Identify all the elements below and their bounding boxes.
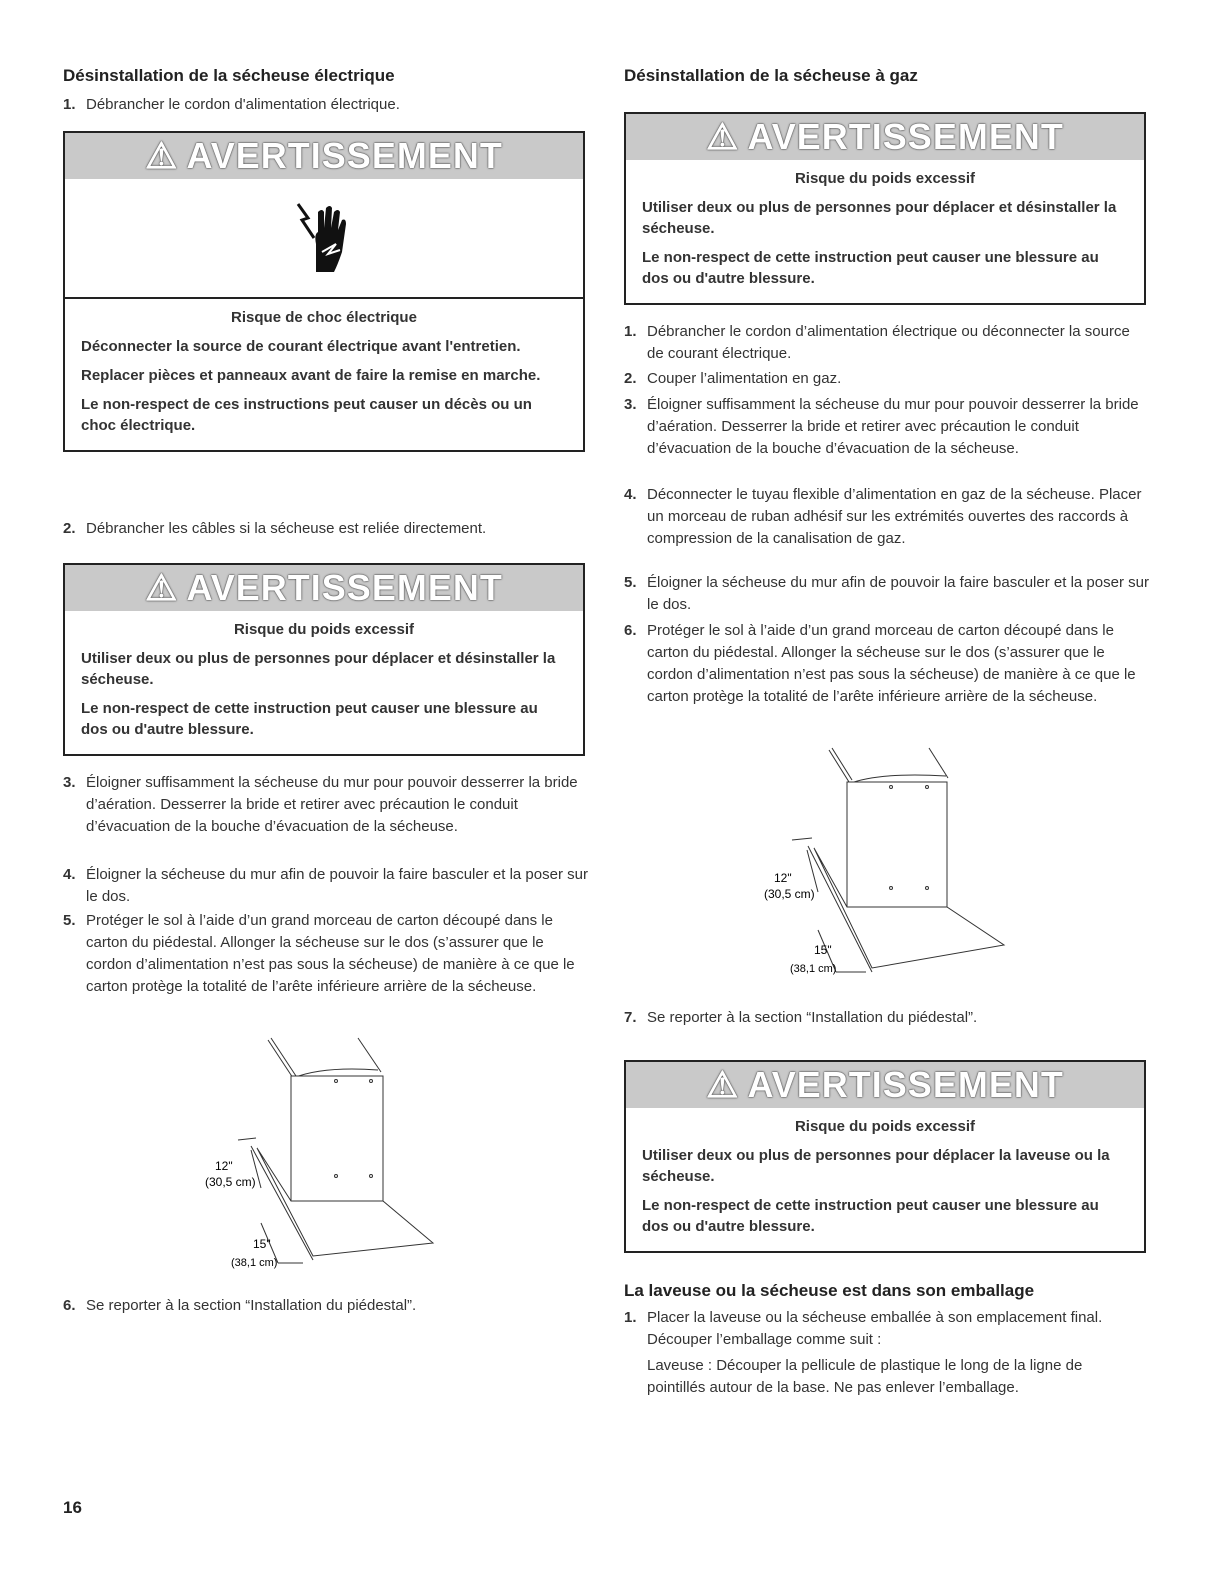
- step-text: Débrancher le cordon d'alimentation électrique.: [86, 96, 400, 113]
- step-text: Éloigner la sécheuse du mur afin de pouvoir la faire basculer et la poser sur le dos.: [647, 574, 1149, 613]
- step-7: [624, 1007, 1149, 1029]
- warning-body: [65, 611, 583, 754]
- warning-title: AVERTISSEMENT: [747, 116, 1064, 157]
- shock-icon-area: [65, 179, 583, 299]
- step-5: [63, 910, 593, 998]
- warning-header: [65, 133, 583, 179]
- dimension-label: 12": [215, 1159, 233, 1173]
- step-6: [63, 1295, 593, 1317]
- warning-line-2: Replacer pièces et panneaux avant de faire la remise en marche.: [81, 367, 541, 384]
- warning-line-2: Le non-respect de cette instruction peut causer une blessure au dos ou d'autre blessure.: [81, 700, 538, 738]
- warning-line-1: Utiliser deux ou plus de personnes pour déplacer la laveuse ou la sécheuse.: [642, 1147, 1110, 1185]
- washer-instruction: Laveuse : Découper la pellicule de plastique le long de la ligne de pointillés autour de la base. Ne pas enlever l’emballage.: [647, 1357, 1083, 1396]
- step-2: [63, 518, 593, 540]
- warning-box-weight-washer: [624, 1060, 1146, 1253]
- step-text: Débrancher les câbles si la sécheuse est reliée directement.: [86, 520, 487, 537]
- step-text: Débrancher le cordon d’alimentation électrique ou déconnecter la source de courant électrique.: [647, 323, 1130, 362]
- gas-dryer-heading: Désinstallation de la sécheuse à gaz: [624, 66, 918, 85]
- step-text: Déconnecter le tuyau flexible d’alimentation en gaz de la sécheuse. Placer un morceau de ruban adhésif sur les extrémités ouvertes des raccords à compression de la canalisation de gaz.: [647, 486, 1142, 547]
- warning-line-1: Utiliser deux ou plus de personnes pour déplacer et désinstaller la sécheuse.: [81, 650, 556, 688]
- step-text: Protéger le sol à l’aide d’un grand morceau de carton découpé dans le carton du piédestal. Allonger la sécheuse sur le dos (s’assurer que le cordon d’alimentation n’est pas sous la sécheuse) de manière à ce que le carton protège la totalité de l’arête inférieure arrière de la sécheuse.: [86, 912, 575, 995]
- warning-line-3: Le non-respect de ces instructions peut causer un décès ou un choc électrique.: [81, 396, 532, 434]
- step-number: 2.: [63, 520, 76, 537]
- warning-header: [626, 114, 1144, 160]
- dimension-label: 15": [253, 1237, 271, 1251]
- warning-box-weight: [624, 112, 1146, 305]
- step-1: [624, 321, 1149, 365]
- step-text: Couper l’alimentation en gaz.: [647, 370, 842, 387]
- warning-box-weight: [63, 563, 585, 756]
- warning-risk: Risque de choc électrique: [231, 309, 417, 326]
- step-6: [624, 620, 1149, 708]
- dimension-label: 12": [774, 871, 792, 885]
- dimension-metric: (30,5 cm): [764, 887, 815, 901]
- step-3: [624, 394, 1149, 460]
- step-3: [63, 772, 593, 838]
- step-5: [624, 572, 1149, 616]
- step-number: 5.: [63, 912, 76, 929]
- dryer-on-back-diagram: [153, 1028, 483, 1288]
- warning-triangle-icon: ⚠: [145, 567, 179, 608]
- warning-body: [626, 160, 1144, 303]
- step-text: Se reporter à la section “Installation du piédestal”.: [86, 1297, 417, 1314]
- step-number: 7.: [624, 1009, 637, 1026]
- step-2: [624, 368, 1149, 390]
- packaged-heading: La laveuse ou la sécheuse est dans son emballage: [624, 1281, 1035, 1300]
- warning-title: AVERTISSEMENT: [186, 135, 503, 176]
- warning-title: AVERTISSEMENT: [186, 567, 503, 608]
- step-number: 5.: [624, 574, 637, 591]
- warning-triangle-icon: ⚠: [706, 116, 740, 157]
- step-text: Éloigner la sécheuse du mur afin de pouvoir la faire basculer et la poser sur le dos.: [86, 866, 588, 905]
- warning-line-2: Le non-respect de cette instruction peut causer une blessure au dos ou d'autre blessure.: [642, 1197, 1099, 1235]
- electric-shock-hand-icon: [294, 198, 354, 278]
- step-number: 4.: [63, 866, 76, 883]
- dimension-metric: (38,1 cm): [790, 963, 837, 975]
- step-text: Éloigner suffisamment la sécheuse du mur pour pouvoir desserrer la bride d’aération. Desserrer la bride et retirer avec précaution le conduit d’évacuation de la bouche d’évacuation de la sécheuse.: [647, 396, 1139, 457]
- warning-risk: Risque du poids excessif: [233, 621, 415, 638]
- step-number: 3.: [63, 774, 76, 791]
- warning-body: [626, 1108, 1144, 1251]
- step-number: 1.: [624, 1309, 637, 1326]
- step-4: [63, 864, 593, 908]
- electric-dryer-heading: Désinstallation de la sécheuse électrique: [63, 66, 395, 85]
- warning-title: AVERTISSEMENT: [747, 1064, 1064, 1105]
- step-text: Se reporter à la section “Installation du piédestal”.: [647, 1009, 978, 1026]
- warning-line-1: Utiliser deux ou plus de personnes pour déplacer et désinstaller la sécheuse.: [642, 199, 1117, 237]
- step-number: 6.: [624, 622, 637, 639]
- warning-risk: Risque du poids excessif: [794, 170, 976, 187]
- step-number: 4.: [624, 486, 637, 503]
- step-text: Éloigner suffisamment la sécheuse du mur pour pouvoir desserrer la bride d’aération. Desserrer la bride et retirer avec précaution le conduit d’évacuation de la bouche d’évacuation de la sécheuse.: [86, 774, 578, 835]
- step-1: [63, 94, 593, 116]
- warning-triangle-icon: ⚠: [706, 1064, 740, 1105]
- step-4: [624, 484, 1149, 550]
- dryer-on-back-diagram: [714, 740, 1044, 990]
- step-number: 2.: [624, 370, 637, 387]
- step-text: Protéger le sol à l’aide d’un grand morceau de carton découpé dans le carton du piédestal. Allonger la sécheuse sur le dos (s’assurer que le cordon d’alimentation n’est pas sous la sécheuse) de manière à ce que le carton protège la totalité de l’arête inférieure arrière de la sécheuse.: [647, 622, 1136, 705]
- warning-line-1: Déconnecter la source de courant électrique avant l'entretien.: [81, 338, 521, 355]
- step-text: Placer la laveuse ou la sécheuse emballée à son emplacement final. Découper l’emballage comme suit :: [647, 1309, 1103, 1348]
- warning-line-2: Le non-respect de cette instruction peut causer une blessure au dos ou d'autre blessure.: [642, 249, 1099, 287]
- warning-box-shock: [63, 131, 585, 452]
- step-number: 6.: [63, 1297, 76, 1314]
- warning-risk: Risque du poids excessif: [794, 1118, 976, 1135]
- pack-step-1: [624, 1307, 1149, 1351]
- step-number: 3.: [624, 396, 637, 413]
- dimension-metric: (38,1 cm): [231, 1257, 278, 1269]
- dimension-label: 15": [814, 943, 832, 957]
- warning-header: [65, 565, 583, 611]
- dimension-metric: (30,5 cm): [205, 1175, 256, 1189]
- page-number: 16: [63, 1498, 82, 1517]
- step-number: 1.: [63, 96, 76, 113]
- warning-triangle-icon: ⚠: [145, 135, 179, 176]
- step-number: 1.: [624, 323, 637, 340]
- warning-header: [626, 1062, 1144, 1108]
- warning-body: [65, 299, 583, 450]
